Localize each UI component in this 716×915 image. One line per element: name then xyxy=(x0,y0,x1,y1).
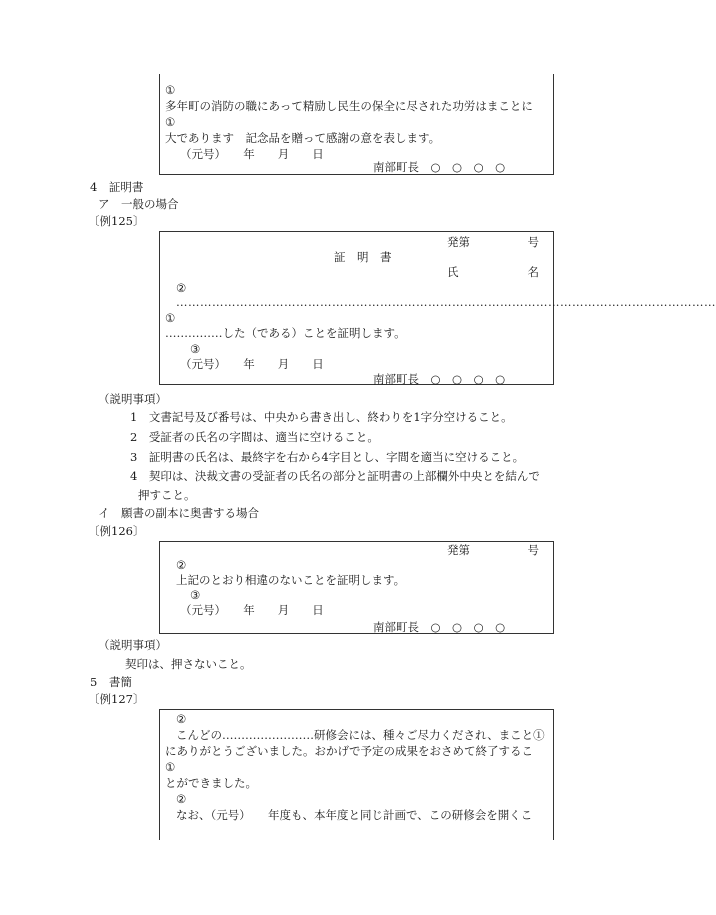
box126-signer: 南部町長 ○ ○ ○ ○ xyxy=(373,620,506,634)
box125-body: ……………した（である）ことを証明します。 xyxy=(165,326,406,340)
box125-signer: 南部町長 ○ ○ ○ ○ xyxy=(373,372,506,386)
box0-marker1: ① xyxy=(165,83,176,97)
box125-name: 氏 名 xyxy=(447,265,539,279)
box127-line3: とができました。 xyxy=(165,776,257,790)
box126-doc-no: 発第 号 xyxy=(447,543,539,557)
box125-marker-b: ① xyxy=(165,311,176,325)
notes125-item3: 3 証明書の氏名は、最終字を右から4字目とし、字間を適当に空けること。 xyxy=(130,450,525,464)
box127-marker3: ② xyxy=(176,792,187,806)
box127-marker2: ① xyxy=(165,760,176,774)
box125-doc-no: 発第 号 xyxy=(447,235,539,249)
notes125-item4a: 4 契印は、決裁文書の受証者の氏名の部分と証明書の上部欄外中央とを結んで xyxy=(130,469,540,483)
box0-line2: 大であります 記念品を贈って感謝の意を表します。 xyxy=(165,131,441,145)
box127-line4: なお、（元号） 年度も、本年度と同じ計画で、この研修会を開くこ xyxy=(176,808,533,822)
box127-line1: こんどの……………………研修会には、種々ご尽力くだされ、まこと① xyxy=(176,728,545,742)
notes125-item4b: 押すこと。 xyxy=(138,488,196,502)
box127-marker1: ② xyxy=(176,712,187,726)
notes126-item: 契印は、押さないこと。 xyxy=(125,657,252,671)
box125-dots-line: ……………………………………………………………………………………………………………………… xyxy=(176,295,716,309)
example-label-126: 〔例126〕 xyxy=(88,524,145,538)
box126-body: 上記のとおり相違のないことを証明します。 xyxy=(176,573,406,587)
box125-marker-c: ③ xyxy=(190,342,201,356)
notes125-heading: （説明事項） xyxy=(98,392,167,406)
notes125-item1: 1 文書記号及び番号は、中央から書き出し、終わりを1字分空けること。 xyxy=(130,410,513,424)
notes126-heading: （説明事項） xyxy=(98,638,167,652)
box0-marker2: ① xyxy=(165,115,176,129)
subsection-i: イ 願書の副本に奥書する場合 xyxy=(98,506,259,520)
example-label-127: 〔例127〕 xyxy=(88,692,145,706)
subsection-a: ア 一般の場合 xyxy=(98,197,179,211)
box125-title: 証 明 書 xyxy=(334,250,392,264)
box126-marker-c: ③ xyxy=(190,588,201,602)
box126-date: （元号） 年 月 日 xyxy=(180,603,324,617)
example-label-125: 〔例125〕 xyxy=(88,214,145,228)
box125-marker-a: ② xyxy=(176,281,187,295)
box126-marker-a: ② xyxy=(176,558,187,572)
box0-signer: 南部町長 ○ ○ ○ ○ xyxy=(373,160,506,174)
section-heading-4: 4 証明書 xyxy=(90,180,144,194)
section-heading-5: 5 書簡 xyxy=(90,675,132,689)
box127-line2: にありがとうございました。おかげで予定の成果をおさめて終了するこ xyxy=(165,744,533,758)
box125-date: （元号） 年 月 日 xyxy=(180,357,324,371)
box0-line1: 多年町の消防の職にあって精励し民生の保全に尽された功労はまことに xyxy=(165,99,533,113)
notes125-item2: 2 受証者の氏名の字間は、適当に空けること。 xyxy=(130,430,379,444)
box0-date: （元号） 年 月 日 xyxy=(180,147,324,161)
